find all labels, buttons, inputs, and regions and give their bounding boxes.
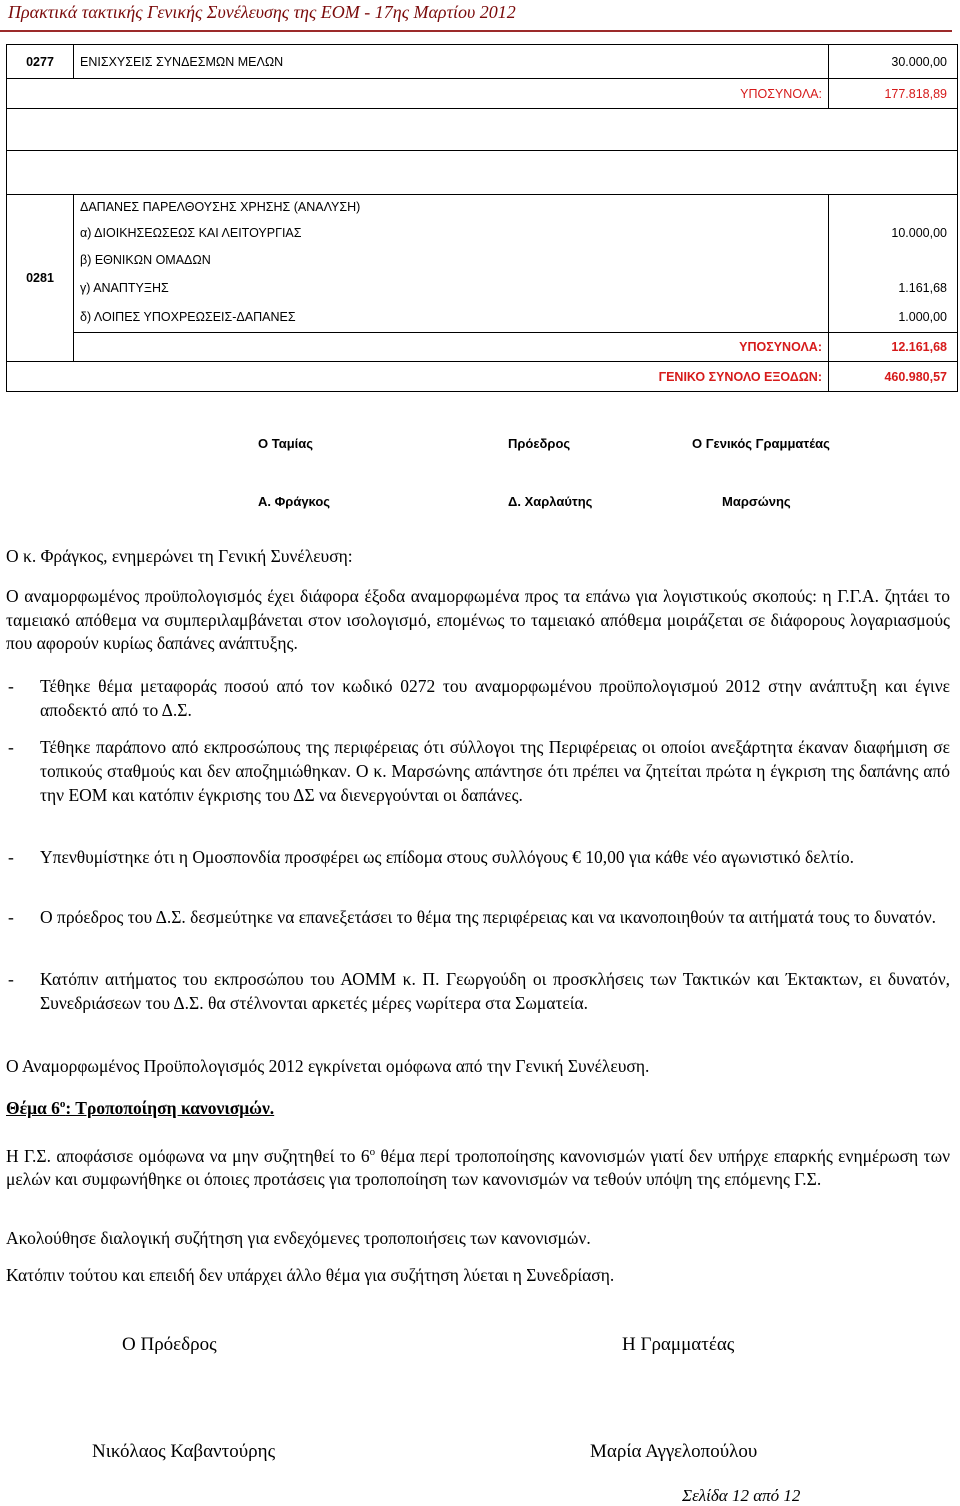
empty-row	[7, 151, 958, 195]
item-label: γ) ΑΝΑΠΤΥΞΗΣ	[74, 274, 829, 303]
table-row	[7, 195, 958, 220]
table-row	[7, 45, 958, 79]
signatory-name-president: Δ. Χαρλαύτης	[508, 494, 593, 509]
discussion-text: Ακολούθησε διαλογική συζήτηση για ενδεχόμενες τροποποιήσεις των κανονισμών.	[6, 1228, 591, 1248]
bullet-dash: -	[8, 847, 14, 867]
signatory-title-secretary: Ο Γενικός Γραμματέας	[692, 436, 830, 451]
item-amount: 1.000,00	[829, 303, 958, 333]
subtotal-label: ΥΠΟΣΥΝΟΛΑ:	[7, 79, 829, 109]
item-label: α) ΔΙΟΙΚΗΣΕΩΣΕΩΣ ΚΑΙ ΛΕΙΤΟΥΡΓΙΑΣ	[74, 220, 829, 247]
signatory-title-president: Πρόεδρος	[508, 436, 571, 451]
total-row	[7, 362, 958, 392]
subtotal-amount: 177.818,89	[829, 79, 958, 109]
closing-president-title: Ο Πρόεδρος	[122, 1334, 217, 1355]
signatory-name-treasurer: Α. Φράγκος	[258, 494, 331, 509]
empty-row	[7, 109, 958, 151]
bullet-dash: -	[8, 969, 14, 989]
topic-heading: Θέμα $6^o$: Τροποποίηση κανονισμών.	[6, 1097, 275, 1118]
bullet-dash: -	[8, 737, 14, 757]
closing-secretary-name: Μαρία Αγγελοπούλου	[590, 1441, 758, 1462]
closing-president-name: Νικόλαος Καβαντούρης	[92, 1441, 276, 1462]
bullet-text: Τέθηκε θέμα μεταφοράς ποσού από τον κωδικό 0272 του αναμορφωμένου προϋπολογισμού 2012 στην ανάπτυξη και έγινε αποδεκτό από το Δ.Σ.	[40, 676, 950, 720]
intro-text: Ο κ. Φράγκος, ενημερώνει τη Γενική Συνέλευση:	[6, 546, 353, 566]
list-item	[8, 967, 950, 1015]
header-rule	[0, 30, 952, 32]
bullet-text: Τέθηκε παράπονο από εκπροσώπους της περιφέρειας ότι σύλλογοι της Περιφέρειας οι οποίοι ανεξάρτητα έκαναν διαφήμιση σε τοπικούς σταθμούς και δεν αποζημιώθηκαν. Ο κ. Μαρσώνης απάντησε ότι πρέπει να ζητείται πρώτα η έγκριση της δαπάνης από την ΕΟΜ και κατόπιν έγκρισης του ΔΣ να διενεργούνται οι δαπάνες.	[40, 737, 950, 805]
list-item	[8, 845, 950, 869]
closing-text: Κατόπιν τούτου και επειδή δεν υπάρχει άλλο θέμα για συζήτηση λύεται η Συνεδρίαση.	[6, 1265, 615, 1285]
account-label: ΕΝΙΣΧΥΣΕΙΣ ΣΥΝΔΕΣΜΩΝ ΜΕΛΩΝ	[74, 45, 829, 79]
list-item	[8, 674, 950, 722]
total-label: ΓΕΝΙΚΟ ΣΥΝΟΛΟ ΕΞΟΔΩΝ:	[7, 362, 829, 392]
bullet-text: Κατόπιν αιτήματος του εκπροσώπου του ΑΟΜΜ κ. Π. Γεωργούδη οι προσκλήσεις των Τακτικών και Έκτακτων, ει δυνατόν, Συνεδριάσεων του Δ.Σ. θα στέλνονται αρκετές μέρες νωρίτερα στα Σωματεία.	[40, 969, 950, 1013]
bullet-dash: -	[8, 907, 14, 927]
account-heading: ΔΑΠΑΝΕΣ ΠΑΡΕΛΘΟΥΣΗΣ ΧΡΗΣΗΣ (ΑΝΑΛΥΣΗ)	[74, 195, 829, 220]
item-label: δ) ΛΟΙΠΕΣ ΥΠΟΧΡΕΩΣΕΙΣ-ΔΑΠΑΝΕΣ	[74, 303, 829, 333]
account-amount: 30.000,00	[829, 45, 958, 79]
item-amount: 1.161,68	[829, 274, 958, 303]
table-row	[7, 220, 958, 247]
signatory-name-secretary: Μαρσώνης	[722, 494, 791, 509]
item-amount	[829, 247, 958, 274]
table-row	[7, 303, 958, 333]
approval-text: Ο Αναμορφωμένος Προϋπολογισμός 2012 εγκρίνεται ομόφωνα από την Γενική Συνέλευση.	[6, 1056, 650, 1076]
item-label: β) ΕΘΝΙΚΩΝ ΟΜΑΔΩΝ	[74, 247, 829, 274]
account-code: 0281	[7, 195, 74, 362]
closing-secretary-title: Η Γραμματέας	[622, 1334, 735, 1355]
document-header: Πρακτικά τακτικής Γενικής Συνέλευσης της ΕΟΜ - 17ης Μαρτίου 2012	[8, 2, 516, 22]
paragraph-budget: Ο αναμορφωμένος προϋπολογισμός έχει διάφορα έξοδα αναμορφωμένα προς τα επάνω για λογιστικούς σκοπούς: η Γ.Γ.Α. ζητάει το ταμειακό απόθεμα να συμπεριλαμβάνεται στον ισολογισμό, επομένως το ταμειακό απόθεμα μοιράζεται σε διάφορους λογαριασμούς που αφορούν κυρίως δαπάνες ανάπτυξης.	[6, 586, 950, 653]
item-amount: 10.000,00	[829, 220, 958, 247]
subtotal-label: ΥΠΟΣΥΝΟΛΑ:	[74, 333, 829, 362]
signatory-title-treasurer: Ο Ταμίας	[258, 436, 314, 451]
total-amount: 460.980,57	[829, 362, 958, 392]
subtotal-row	[7, 79, 958, 109]
subtotal-row	[7, 333, 958, 362]
table-row	[7, 274, 958, 303]
bullet-dash: -	[8, 676, 14, 696]
account-code: 0277	[7, 45, 74, 79]
list-item	[8, 905, 950, 929]
budget-table	[6, 44, 958, 392]
table-row	[7, 247, 958, 274]
decision-text: Η Γ.Σ. αποφάσισε ομόφωνα να μην συζητηθεί το $6^o$ θέμα περί τροποποίησης κανονισμών γιατί δεν υπήρχε επαρκής ενημέρωση των μελών και συμφωνήθηκε οι όποιες προτάσεις για τροποποίηση των κανονισμών να τεθούν υπόψη της επόμενης Γ.Σ.	[6, 1145, 950, 1190]
subtotal-amount: 12.161,68	[829, 333, 958, 362]
list-item	[8, 735, 950, 807]
bullet-text: Υπενθυμίστηκε ότι η Ομοσπονδία προσφέρει ως επίδομα στους συλλόγους € 10,00 για κάθε νέο αγωνιστικό δελτίο.	[40, 847, 854, 867]
page-number: Σελίδα 12 από 12	[682, 1486, 801, 1505]
bullet-text: Ο πρόεδρος του Δ.Σ. δεσμεύτηκε να επανεξετάσει το θέμα της περιφέρειας και να ικανοποιηθούν τα αιτήματά τους το δυνατόν.	[40, 907, 937, 927]
